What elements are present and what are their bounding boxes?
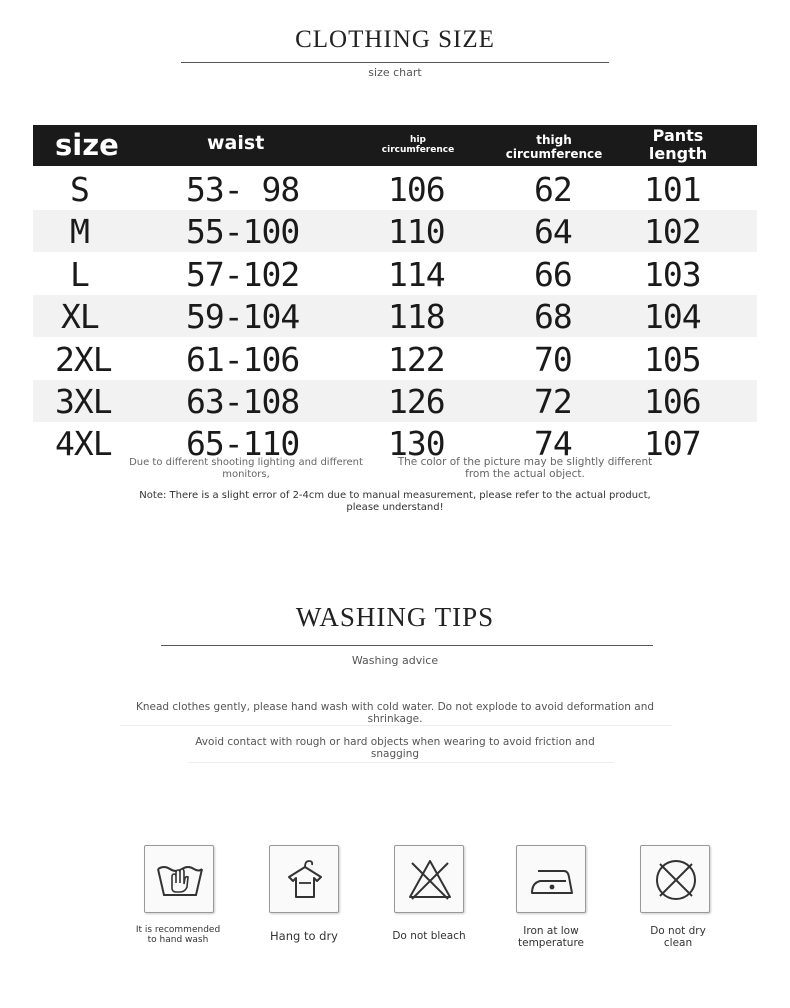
- advice-2-line1: Avoid contact with rough or hard objects when wearing to avoid friction and: [195, 736, 595, 748]
- advice-2: [0, 737, 790, 760]
- cell-waist: 63-108: [186, 382, 300, 421]
- cell-length: 103: [644, 255, 701, 294]
- no-bleach-icon-box: [394, 845, 464, 913]
- cell-size: M: [70, 212, 89, 251]
- header-pants-line2: length: [648, 144, 708, 164]
- header-hip-line2: circumference: [381, 145, 455, 156]
- table-row: [33, 210, 757, 252]
- cell-size: XL: [61, 297, 99, 336]
- no-bleach-label-line1: Do not bleach: [392, 930, 466, 942]
- iron-low-label-line2: temperature: [518, 937, 584, 950]
- cell-hip: 114: [388, 255, 445, 294]
- hang-dry-icon-box: [269, 845, 339, 913]
- error-note-line2: please understand!: [346, 501, 444, 513]
- advice-1-line1: Knead clothes gently, please hand wash with cold water. Do not explode to avoid deformation and: [135, 701, 655, 713]
- iron-low-label-line1: Iron at low: [523, 925, 579, 937]
- error-note-line1: Note: There is a slight error of 2-4cm due to manual measurement, please refer to the actual product,: [139, 490, 651, 501]
- no-dry-clean-label-line2: clean: [663, 937, 693, 950]
- cell-waist: 53- 98: [186, 170, 300, 209]
- cell-length: 105: [644, 340, 701, 379]
- no-bleach-icon: [404, 855, 456, 905]
- size-chart-subtitle: size chart: [368, 66, 422, 79]
- hang-dry-label: [254, 930, 354, 943]
- cell-hip: 130: [388, 424, 445, 463]
- cell-length: 106: [644, 382, 701, 421]
- table-row: [33, 253, 757, 295]
- clothing-title-rule: [181, 62, 609, 63]
- advice-1-line2: shrinkage.: [367, 712, 423, 725]
- cell-waist: 61-106: [186, 340, 300, 379]
- header-thigh-line1: thigh: [536, 133, 572, 147]
- cell-thigh: 66: [534, 255, 572, 294]
- cell-size: 2XL: [55, 340, 112, 379]
- cell-hip: 118: [388, 297, 445, 336]
- iron-low-icon: [526, 855, 578, 905]
- iron-low-label: [501, 925, 601, 949]
- cell-size: 4XL: [55, 424, 112, 463]
- header-hip-line1: hip: [410, 135, 426, 145]
- cell-waist: 57-102: [186, 255, 300, 294]
- iron-low-icon-box: [516, 845, 586, 913]
- lighting-note-line2: monitors,: [222, 468, 270, 480]
- header-thigh-line2: circumference: [505, 146, 603, 161]
- lighting-note-line1: Due to different shooting lighting and different: [129, 457, 363, 468]
- size-table-header: [33, 125, 757, 166]
- table-row: [33, 295, 757, 337]
- cell-waist: 59-104: [186, 297, 300, 336]
- hand-wash-label-line2: to hand wash: [147, 935, 209, 946]
- hand-wash-label-line1: It is recommended: [135, 925, 221, 935]
- cell-hip: 106: [388, 170, 445, 209]
- no-bleach-label: [379, 930, 479, 942]
- hand-wash-label: [128, 925, 228, 946]
- header-pants-length: [636, 127, 720, 164]
- washing-title-rule: [161, 645, 653, 646]
- cell-thigh: 68: [534, 297, 572, 336]
- cell-hip: 126: [388, 382, 445, 421]
- cell-size: L: [70, 255, 89, 294]
- header-waist: waist: [207, 132, 265, 154]
- cell-thigh: 62: [534, 170, 572, 209]
- table-row: [33, 168, 757, 210]
- lighting-note: [118, 457, 374, 480]
- clothing-size-title: CLOTHING SIZE: [295, 26, 495, 53]
- cell-length: 107: [644, 424, 701, 463]
- hand-wash-icon-box: [144, 845, 214, 913]
- hand-wash-icon: [154, 855, 206, 905]
- cell-hip: 122: [388, 340, 445, 379]
- color-note-line2: from the actual object.: [465, 468, 585, 481]
- cell-thigh: 70: [534, 340, 572, 379]
- hang-dry-label-line1: Hang to dry: [270, 929, 338, 943]
- color-note: [382, 456, 668, 480]
- cell-length: 104: [644, 297, 701, 336]
- header-thigh: [503, 134, 605, 162]
- cell-waist: 55-100: [186, 212, 300, 251]
- cell-hip: 110: [388, 212, 445, 251]
- table-row: [33, 338, 757, 380]
- cell-thigh: 64: [534, 212, 572, 251]
- washing-tips-title: WASHING TIPS: [295, 602, 495, 632]
- cell-size: 3XL: [55, 382, 112, 421]
- advice-1: [0, 702, 790, 725]
- color-note-line1: The color of the picture may be slightly different: [397, 456, 653, 468]
- washing-advice-subtitle: Washing advice: [351, 654, 439, 667]
- cell-thigh: 72: [534, 382, 572, 421]
- cell-waist: 65-110: [186, 424, 300, 463]
- header-size: size: [55, 128, 119, 162]
- no-dry-clean-icon: [650, 855, 702, 905]
- no-dry-clean-icon-box: [640, 845, 710, 913]
- no-dry-clean-label-line1: Do not dry: [650, 925, 706, 937]
- cell-length: 101: [644, 170, 701, 209]
- advice-2-line2: snagging: [370, 747, 420, 760]
- no-dry-clean-label: [628, 925, 728, 949]
- header-pants-line1: Pants: [652, 126, 704, 145]
- cell-length: 102: [644, 212, 701, 251]
- error-note: [110, 490, 680, 513]
- cell-size: S: [70, 170, 89, 209]
- table-row: [33, 380, 757, 422]
- cell-thigh: 74: [534, 424, 572, 463]
- hang-dry-icon: [279, 855, 331, 905]
- header-hip: [378, 135, 458, 156]
